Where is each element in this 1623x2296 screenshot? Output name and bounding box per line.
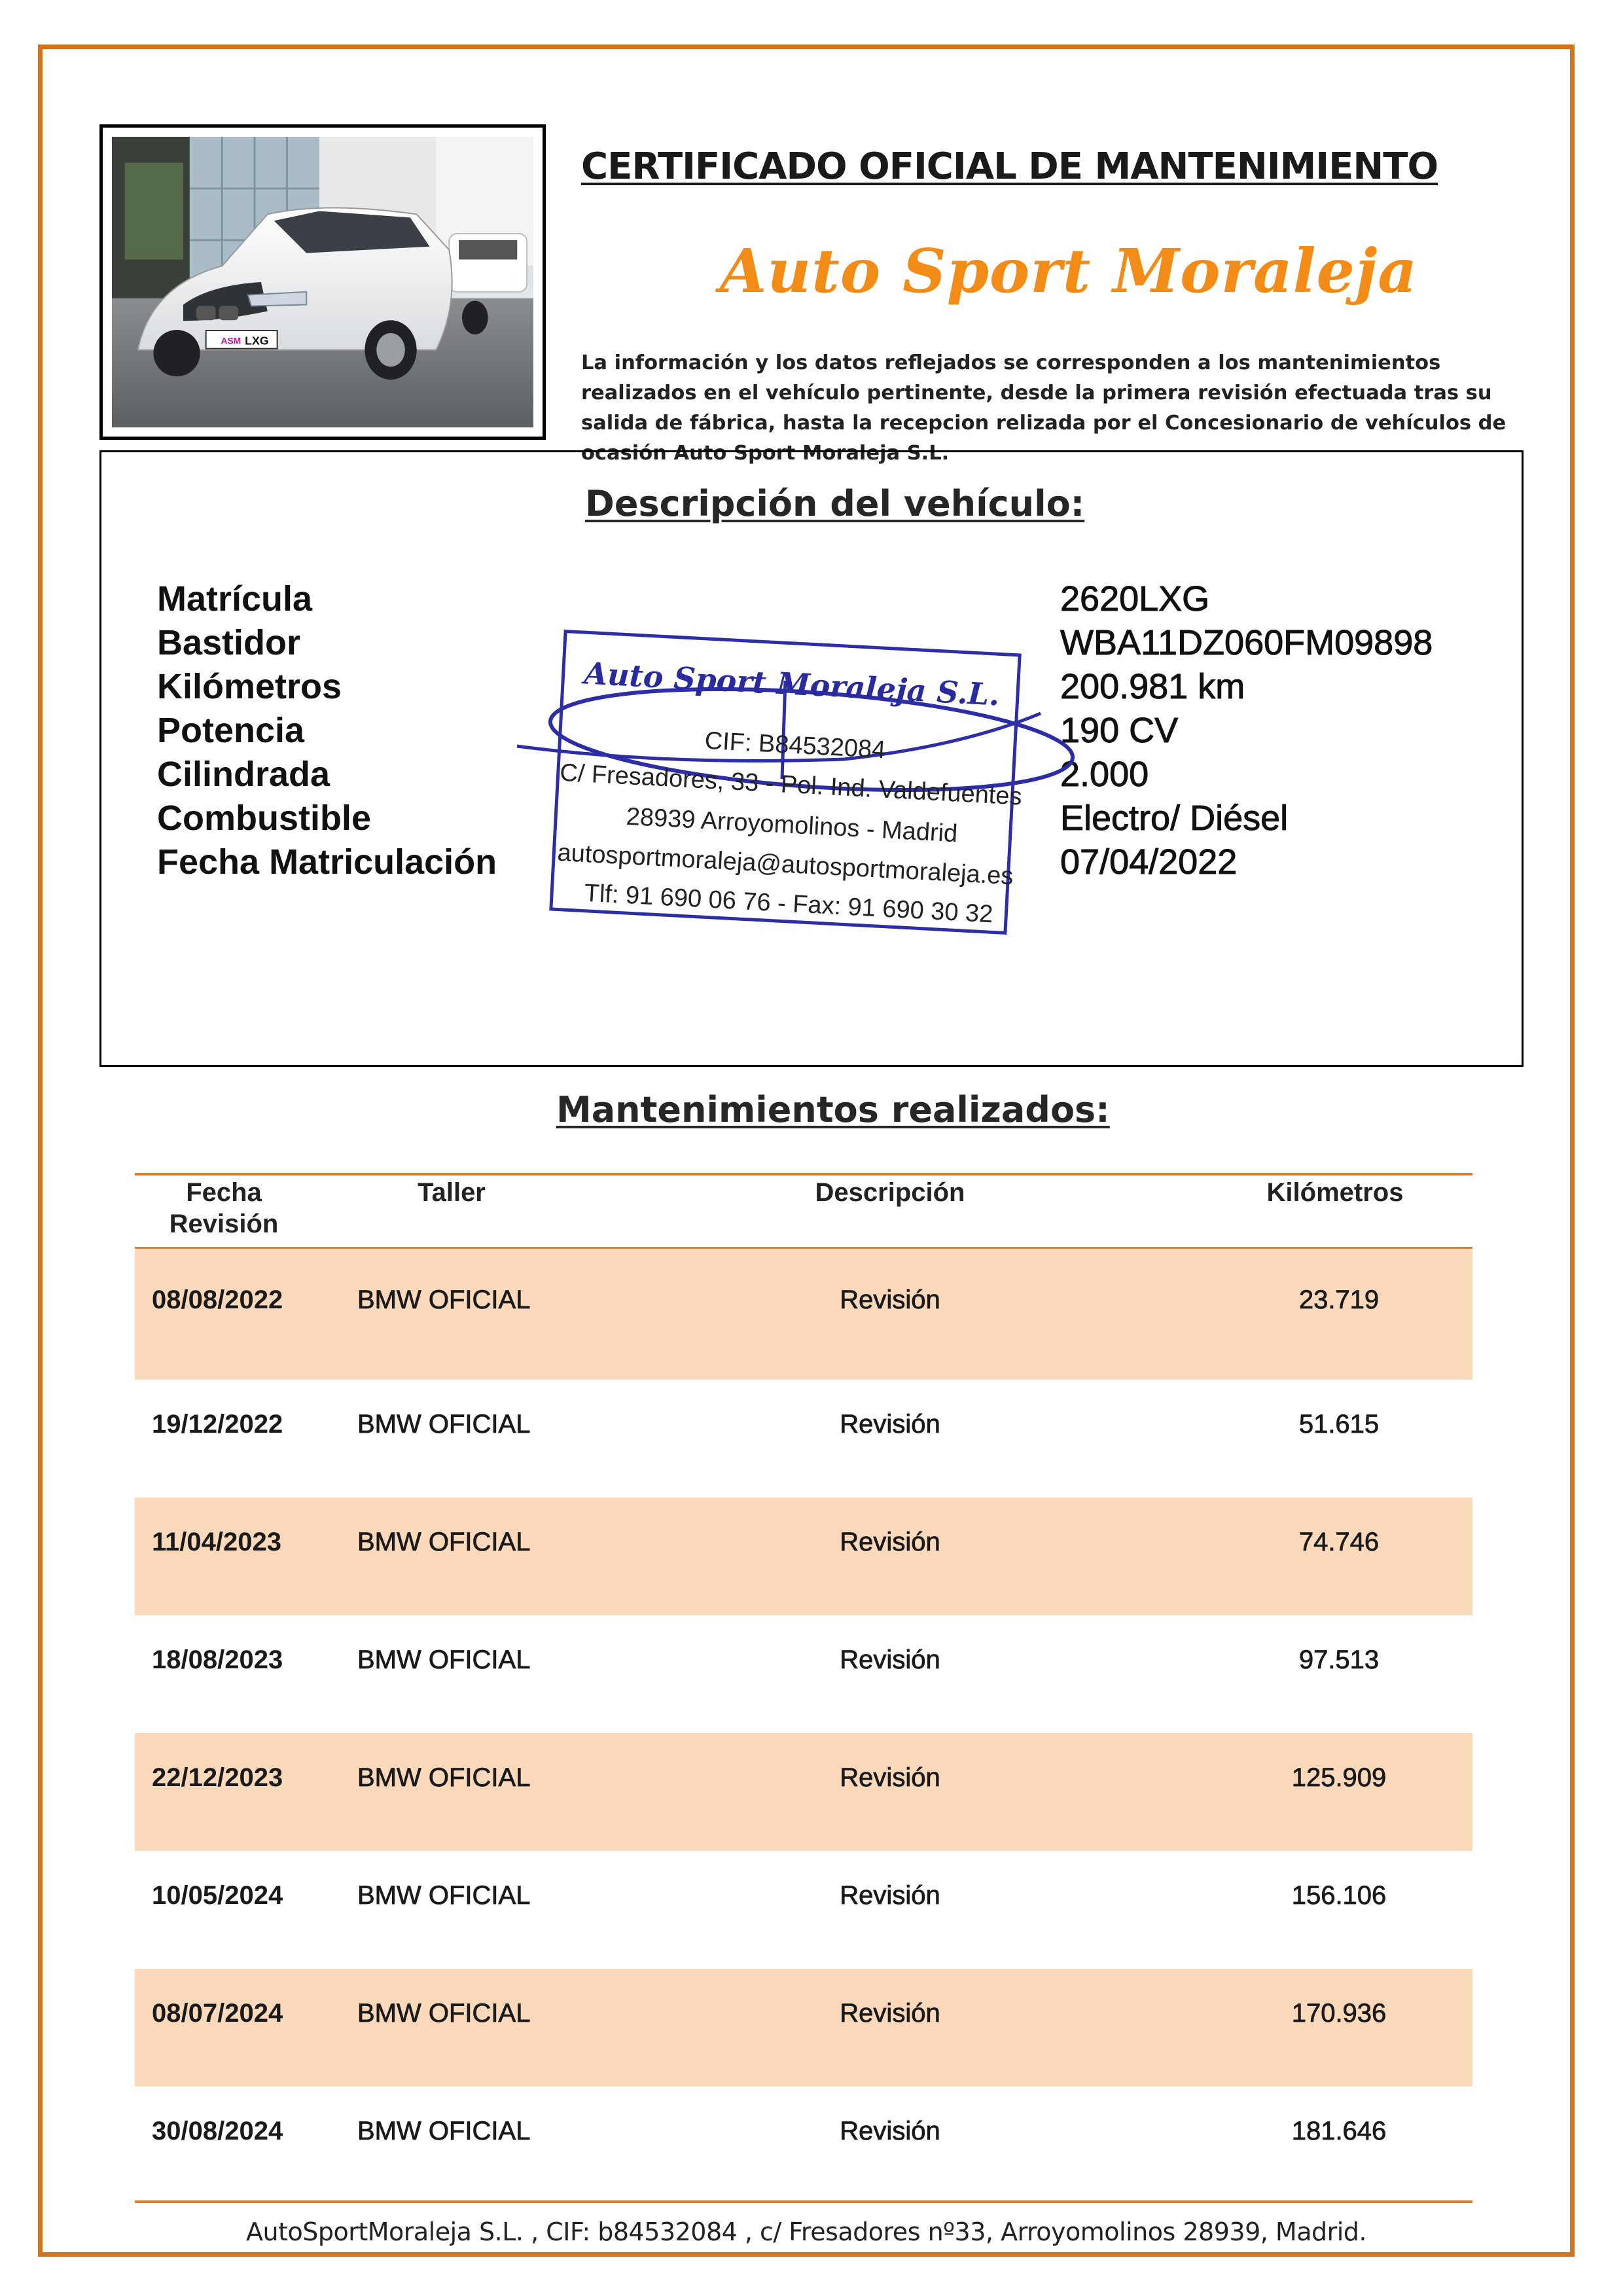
row-taller: BMW OFICIAL bbox=[357, 1763, 531, 1792]
spec-label: Combustible bbox=[157, 798, 372, 838]
row-date: 18/08/2023 bbox=[152, 1645, 283, 1674]
row-kilometros: 97.513 bbox=[1298, 1645, 1380, 1674]
spec-label: Bastidor bbox=[157, 623, 301, 662]
table-row bbox=[135, 1498, 1472, 1615]
spec-value-bastidor: WBA11DZ060FM09898 bbox=[1060, 623, 1433, 662]
photo-plate-dealer: ASM bbox=[221, 335, 241, 346]
row-date: 10/05/2024 bbox=[152, 1881, 283, 1910]
table-bottom-rule bbox=[135, 2200, 1472, 2203]
spec-label: Matrícula bbox=[157, 579, 313, 619]
row-date: 11/04/2023 bbox=[152, 1528, 281, 1556]
spec-label: Potencia bbox=[157, 711, 305, 750]
column-header-date-line2: Revisión bbox=[169, 1210, 279, 1238]
row-taller: BMW OFICIAL bbox=[357, 1881, 531, 1910]
row-taller: BMW OFICIAL bbox=[357, 1645, 531, 1674]
spec-value-potencia: 190 CV bbox=[1060, 711, 1179, 750]
row-date: 22/12/2023 bbox=[152, 1763, 283, 1792]
column-header-description: Descripción bbox=[815, 1178, 965, 1207]
footer-company-info: AutoSportMoraleja S.L. , CIF: b84532084 , c/ Fresadores nº33, Arroyomolinos 28939, Madrid. bbox=[246, 2217, 1366, 2246]
row-taller: BMW OFICIAL bbox=[357, 1410, 531, 1439]
spec-label: Cilindrada bbox=[157, 755, 330, 794]
document-title: CERTIFICADO OFICIAL DE MANTENIMIENTO bbox=[581, 145, 1438, 188]
table-row bbox=[135, 1380, 1472, 1498]
photo-plate-text: LXG bbox=[245, 334, 269, 348]
table-row bbox=[135, 2087, 1472, 2200]
row-kilometros: 23.719 bbox=[1298, 1285, 1380, 1314]
spec-value-fecha-matriculacion: 07/04/2022 bbox=[1060, 842, 1238, 882]
row-taller: BMW OFICIAL bbox=[357, 1285, 531, 1314]
vehicle-description-heading: Descripción del vehículo: bbox=[585, 483, 1085, 524]
car-photo-illustration bbox=[112, 137, 533, 427]
table-top-rule bbox=[135, 1173, 1472, 1175]
spec-labels bbox=[157, 577, 497, 884]
row-description: Revisión bbox=[840, 1410, 940, 1439]
row-taller: BMW OFICIAL bbox=[357, 1999, 531, 2028]
row-description: Revisión bbox=[840, 1645, 940, 1674]
row-kilometros: 156.106 bbox=[1291, 1881, 1387, 1910]
row-kilometros: 74.746 bbox=[1298, 1528, 1380, 1556]
stamp-cif: CIF: B84532084 bbox=[704, 726, 887, 764]
row-description: Revisión bbox=[840, 1999, 940, 2028]
column-header-kilometros: Kilómetros bbox=[1266, 1178, 1404, 1207]
column-header-date bbox=[152, 1177, 296, 1240]
row-description: Revisión bbox=[840, 1881, 940, 1910]
table-row bbox=[135, 1249, 1472, 1380]
row-date: 30/08/2024 bbox=[152, 2117, 283, 2145]
row-date: 08/08/2022 bbox=[152, 1285, 283, 1314]
row-kilometros: 51.615 bbox=[1298, 1410, 1380, 1439]
stamp-phone: Tlf: 91 690 06 76 - Fax: 91 690 30 32 bbox=[583, 879, 994, 929]
spec-value-kilometros: 200.981 km bbox=[1060, 667, 1245, 706]
vehicle-photo bbox=[99, 124, 546, 440]
row-date: 08/07/2024 bbox=[152, 1999, 283, 2028]
row-description: Revisión bbox=[840, 1285, 940, 1314]
maintenance-heading: Mantenimientos realizados: bbox=[556, 1089, 1110, 1130]
stamp-address: C/ Fresadores, 33 - Pol. Ind. Valdefuentes bbox=[559, 759, 1023, 811]
table-row bbox=[135, 1969, 1472, 2087]
row-description: Revisión bbox=[840, 1528, 940, 1556]
row-taller: BMW OFICIAL bbox=[357, 2117, 531, 2145]
table-row bbox=[135, 1851, 1472, 1969]
stamp-city: 28939 Arroyomolinos - Madrid bbox=[625, 802, 959, 848]
row-description: Revisión bbox=[840, 2117, 940, 2145]
row-taller: BMW OFICIAL bbox=[357, 1528, 531, 1556]
row-kilometros: 181.646 bbox=[1291, 2117, 1387, 2145]
spec-label: Kilómetros bbox=[157, 667, 342, 706]
spec-value-matricula: 2620LXG bbox=[1060, 579, 1210, 619]
spec-value-combustible: Electro/ Diésel bbox=[1060, 798, 1289, 838]
row-date: 19/12/2022 bbox=[152, 1410, 283, 1439]
row-kilometros: 170.936 bbox=[1291, 1999, 1387, 2028]
spec-value-cilindrada: 2.000 bbox=[1060, 755, 1149, 794]
column-header-taller: Taller bbox=[418, 1178, 486, 1207]
stamp-email: autosportmoraleja@autosportmoraleja.es bbox=[556, 838, 1014, 891]
spec-label: Fecha Matriculación bbox=[157, 842, 497, 882]
intro-paragraph: La información y los datos reflejados se corresponden a los mantenimientos realizados en el vehículo pertinente, desde la primera revisión efectuada tras su salida de fábrica, hasta la recepcion relizada por el Concesionario de vehículos de ocasión Auto Sport Moraleja S.L. bbox=[581, 351, 1507, 465]
row-kilometros: 125.909 bbox=[1291, 1763, 1387, 1792]
company-stamp bbox=[504, 622, 1080, 962]
table-row bbox=[135, 1615, 1472, 1733]
table-row bbox=[135, 1733, 1472, 1851]
column-header-date-line1: Fecha bbox=[186, 1178, 262, 1207]
brand-logo: Auto Sport Moraleja bbox=[720, 236, 1418, 306]
row-description: Revisión bbox=[840, 1763, 940, 1792]
stamp-company-name: Auto Sport Moraleja S.L. bbox=[583, 655, 1001, 713]
spec-values bbox=[1060, 577, 1433, 884]
